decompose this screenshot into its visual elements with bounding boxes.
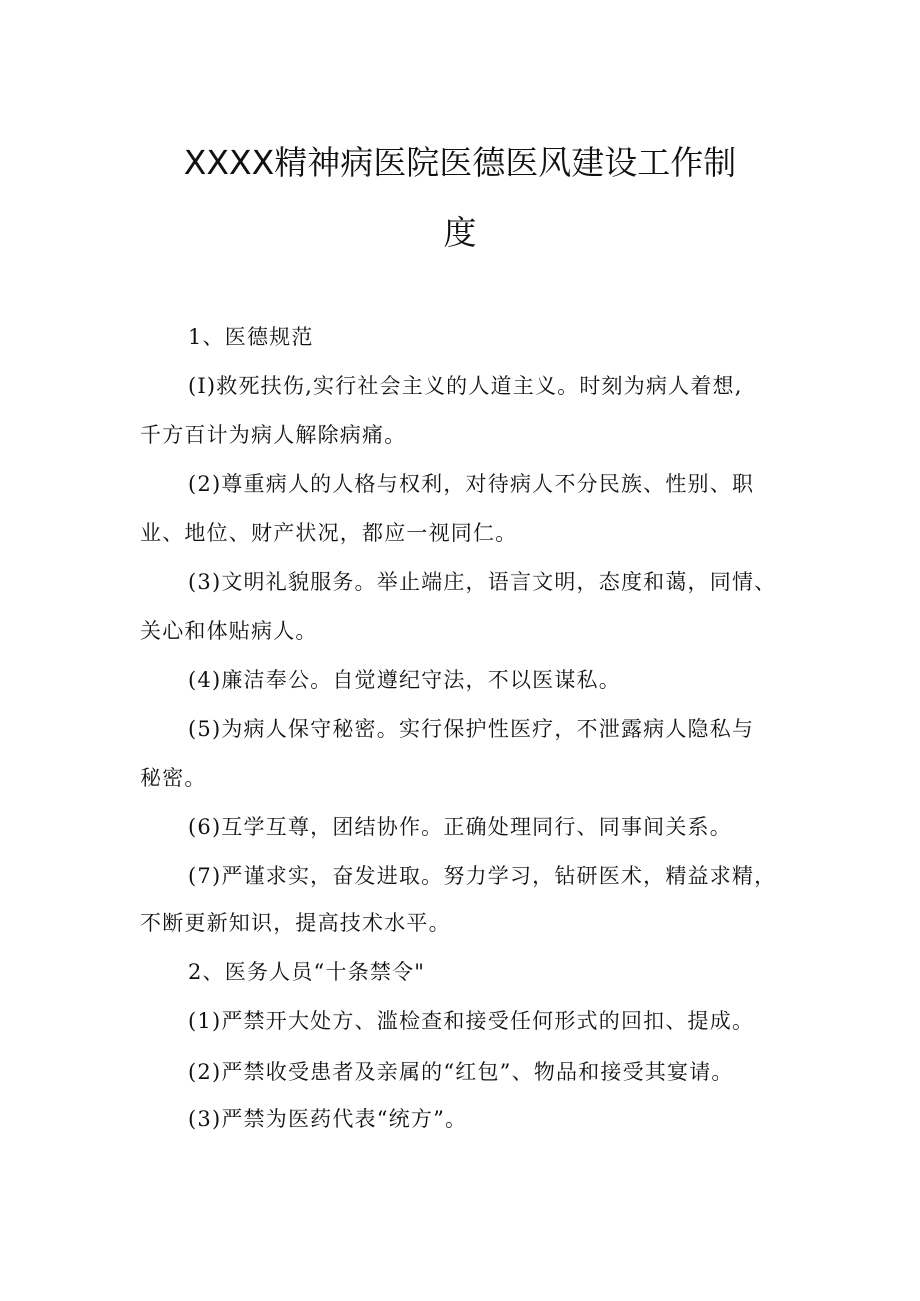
- section-1-item-5-line-1: (5)为病人保守秘密。实行保护性医疗，不泄露病人隐私与: [188, 717, 755, 741]
- section-2-heading: 2、医务人员“十条禁令": [188, 960, 426, 984]
- section-1-item-2-line-2: 业、地位、财产状况，都应一视同仁。: [140, 521, 518, 545]
- section-1-item-1-line-2: 千方百计为病人解除病痛。: [140, 423, 407, 447]
- section-1-item-1-line-1: (I)救死扶伤,实行社会主义的人道主义。时刻为病人着想,: [188, 374, 743, 398]
- section-1-heading: 1、医德规范: [188, 325, 314, 349]
- document-title-line-2: 度: [443, 213, 477, 252]
- section-1-item-3-line-1: (3)文明礼貌服务。举止端庄，语言文明，态度和蔼，同情、: [188, 570, 777, 594]
- section-1-item-6-line-1: (6)互学互尊，团结协作。正确处理同行、同事间关系。: [188, 815, 732, 839]
- section-1-item-4-line-1: (4)廉洁奉公。自觉遵纪守法，不以医谋私。: [188, 668, 621, 692]
- section-1-item-7-line-2: 不断更新知识，提高技术水平。: [140, 911, 451, 935]
- section-1-item-7-line-1: (7)严谨求实，奋发进取。努力学习，钻研医术，精益求精，: [188, 864, 777, 888]
- section-2-item-2-line-1: (2)严禁收受患者及亲属的“红包”、物品和接受其宴请。: [188, 1060, 734, 1084]
- section-2-item-3-line-1: (3)严禁为医药代表“统方”。: [188, 1107, 468, 1131]
- section-1-item-5-line-2: 秘密。: [140, 766, 207, 790]
- section-1-item-2-line-1: (2)尊重病人的人格与权利，对待病人不分民族、性别、职: [188, 472, 755, 496]
- section-1-item-3-line-2: 关心和体贴病人。: [140, 619, 318, 643]
- document-title-line-1: XXXX精神病医院医德医风建设工作制: [183, 143, 737, 182]
- section-2-item-1-line-1: (1)严禁开大处方、滥检查和接受任何形式的回扣、提成。: [188, 1009, 755, 1033]
